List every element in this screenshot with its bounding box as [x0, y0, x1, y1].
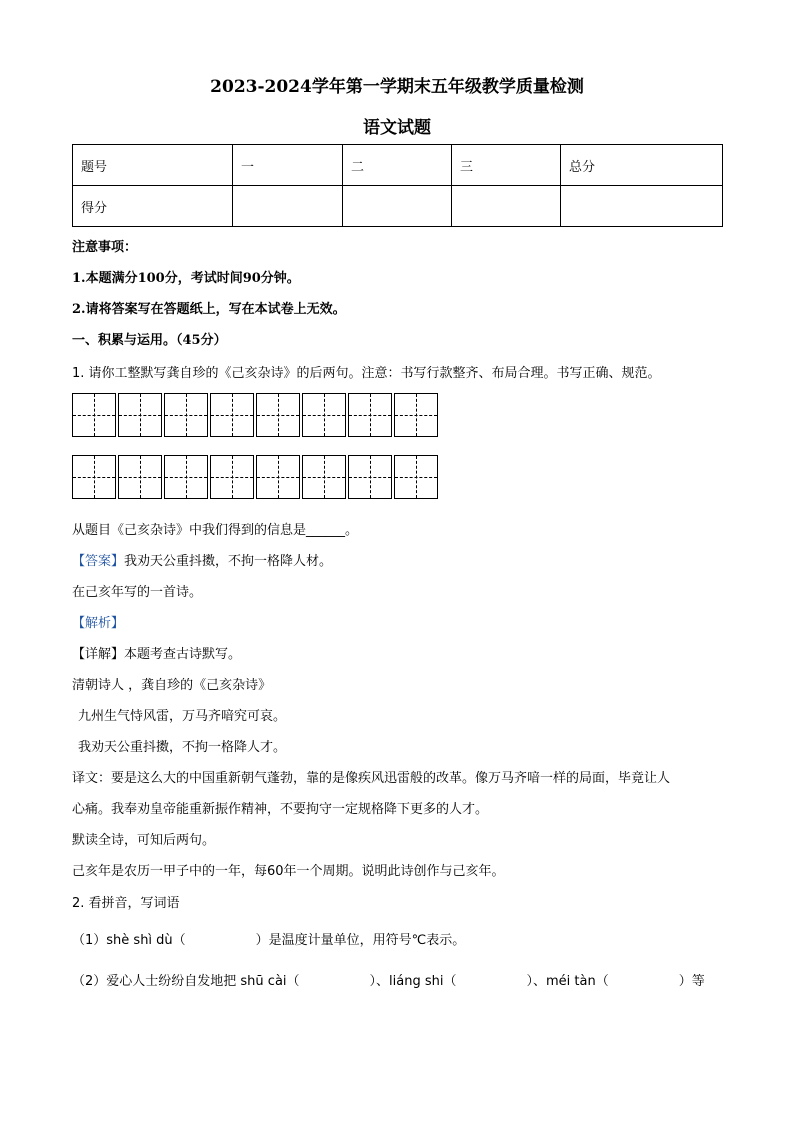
writing-cell — [72, 455, 116, 499]
writing-cell — [164, 393, 208, 437]
sub-text: 爱心人士纷纷自发地把 shū cài（ — [106, 974, 300, 989]
writing-cell — [394, 393, 438, 437]
q1-answer — [72, 550, 332, 569]
q1-poem-line-2: 我劝天公重抖擞，不拘一格降人才。 — [78, 740, 287, 755]
writing-cell — [210, 393, 254, 437]
q1-answer-2: 在己亥年写的一首诗。 — [72, 585, 203, 600]
score-cell: 三 — [452, 145, 561, 186]
score-cell — [452, 186, 561, 227]
q1-recite-note: 默读全诗，可知后两句。 — [72, 833, 216, 848]
analysis-label: 【解析】 — [72, 616, 125, 631]
score-table-header-row — [73, 145, 723, 186]
writing-cell — [210, 455, 254, 499]
score-cell: 题号 — [73, 145, 233, 186]
score-table-score-row — [73, 186, 723, 227]
writing-cell — [348, 393, 392, 437]
writing-cell — [348, 455, 392, 499]
q1-prompt: 1. 请你工整默写龚自珍的《己亥杂诗》的后两句。注意：书写行款整齐、布局合理。书写正确、规范。 — [72, 366, 661, 381]
sub-number: （1） — [72, 933, 107, 948]
exam-title: 2023-2024学年第一学期末五年级教学质量检测 — [210, 77, 584, 97]
detail-text: 本题考查古诗默写。 — [124, 647, 242, 662]
score-cell: 二 — [343, 145, 452, 186]
pinyin-prompt: ）、liáng shi（ — [369, 974, 457, 989]
pinyin-prompt: ）、méi tàn（ — [526, 974, 609, 989]
section-1-heading: 一、积累与运用。（45分） — [72, 333, 227, 348]
writing-cell — [72, 393, 116, 437]
sub-end: ）等 — [678, 974, 705, 989]
writing-cell — [118, 393, 162, 437]
writing-cell — [256, 393, 300, 437]
writing-cell — [256, 455, 300, 499]
score-cell — [343, 186, 452, 227]
answer-text: 我劝天公重抖擞，不拘一格降人材。 — [124, 554, 333, 569]
q1-translation-a: 译文：要是这么大的中国重新朝气蓬勃，靠的是像疾风迅雷般的改革。像万马齐喑一样的局面，毕竟让人 — [72, 771, 671, 786]
q1-poem-line-1: 九州生气恃风雷，万马齐喑究可哀。 — [78, 709, 287, 724]
sub-rest: ）是温度计量单位，用符号℃表示。 — [255, 933, 466, 948]
score-cell: 一 — [233, 145, 343, 186]
score-cell: 得分 — [73, 186, 233, 227]
q2-sub-2 — [72, 970, 705, 989]
detail-label: 【详解】 — [72, 647, 125, 662]
notes-heading: 注意事项： — [72, 240, 138, 255]
q1-translation-b: 心痛。我奉劝皇帝能重新振作精神，不要拘守一定规格降下更多的人才。 — [72, 802, 489, 817]
writing-cell — [118, 455, 162, 499]
answer-label: 【答案】 — [72, 554, 125, 569]
pinyin-prompt: shè shì dù（ — [106, 933, 186, 948]
q2-prompt: 2. 看拼音，写词语 — [72, 896, 180, 911]
writing-cell — [164, 455, 208, 499]
notes-item-1: 1.本题满分100分，考试时间90分钟。 — [72, 271, 300, 286]
score-cell: 总分 — [561, 145, 723, 186]
writing-cell — [302, 455, 346, 499]
q1-poet-line: 清朝诗人 ，龚自珍的《己亥杂诗》 — [72, 678, 272, 693]
q1-detail — [72, 643, 241, 662]
notes-item-2: 2.请将答案写在答题纸上，写在本试卷上无效。 — [72, 302, 346, 317]
sub-number: （2） — [72, 974, 107, 989]
q2-sub-1 — [72, 929, 465, 948]
q1-jihai-note: 己亥年是农历一甲子中的一年，每60年一个周期。说明此诗创作与己亥年。 — [72, 864, 505, 879]
score-table — [72, 144, 723, 227]
q1-info-question: 从题目《己亥杂诗》中我们得到的信息是______。 — [72, 523, 359, 538]
exam-subtitle: 语文试题 — [363, 118, 431, 138]
writing-cell — [302, 393, 346, 437]
writing-cell — [394, 455, 438, 499]
score-cell — [233, 186, 343, 227]
score-cell — [561, 186, 723, 227]
